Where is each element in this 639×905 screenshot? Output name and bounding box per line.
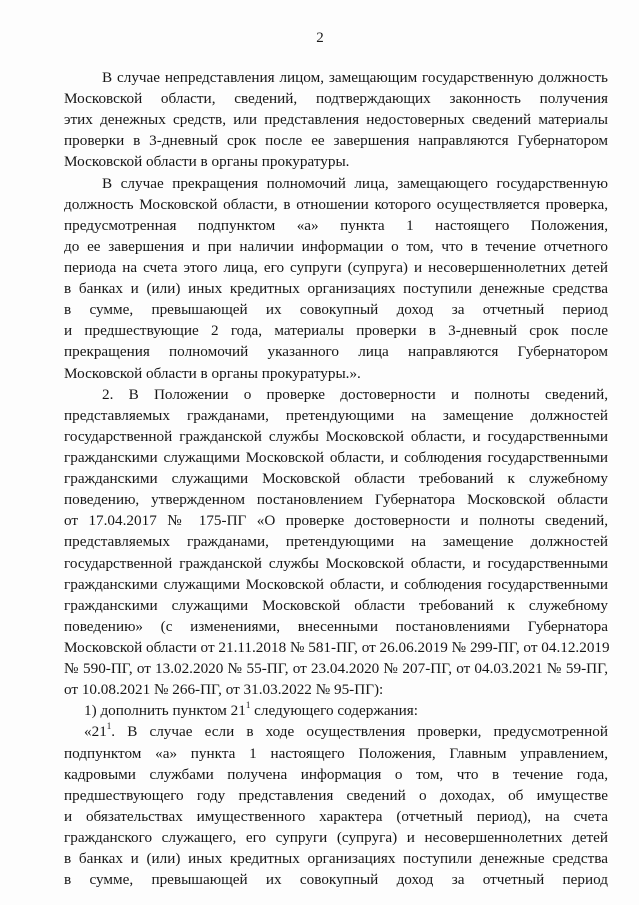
- text-line: [64, 721, 608, 742]
- text-line: [64, 88, 608, 109]
- text-line-content: 2. В Положении о проверке достоверности и полноты сведений,: [102, 385, 608, 403]
- text-line: [64, 109, 608, 130]
- text-line: [64, 637, 608, 658]
- text-line: [64, 341, 608, 362]
- text-line: [64, 384, 608, 405]
- text-line: [64, 236, 608, 257]
- text-line-content: до ее завершения и при наличии информации о том, что в течение отчетного: [64, 237, 608, 255]
- text-line: [64, 468, 608, 489]
- text-line: [64, 257, 608, 278]
- document-body: [64, 67, 608, 890]
- text-line-content: Московской области, сведений, подтверждающих законность получения: [64, 90, 608, 108]
- text-line-content: гражданскими служащими Московской области, и соблюдения государственными: [64, 448, 608, 466]
- text-line-content: и предшествующие 2 года, материалы проверки в 3-дневный срок после: [64, 322, 608, 340]
- text-line-content: В случае непредставления лицом, замещающим государственную должность: [102, 69, 608, 86]
- text-line-content: от 17.04.2017 № 175-ПГ «О проверке достоверности и полноты сведений,: [64, 512, 608, 530]
- text-line: [64, 67, 608, 88]
- text-line: [64, 553, 608, 574]
- text-line-content: Московской области в органы прокуратуры.».: [64, 364, 361, 382]
- text-line: [64, 194, 608, 215]
- text-line-content: прекращения полномочий указанного лица направляются Губернатором: [64, 343, 608, 361]
- text-line-content: гражданскими служащими Московской области, и соблюдения государственными: [64, 575, 608, 593]
- text-line: [64, 447, 608, 468]
- text-line-content: этих денежных средств, или представления недостоверных сведений материалы: [64, 111, 608, 129]
- text-line-content: предшествующего году представления сведений о доходах, об имуществе: [64, 786, 608, 804]
- text-line-content: кадровыми службами получена информация о том, что в течение года,: [64, 765, 608, 783]
- text-line-content: Московской области от 21.11.2018 № 581-ПГ, от 26.06.2019 № 299-ПГ, от 04.12.2019: [64, 638, 610, 656]
- text-line: [64, 320, 608, 341]
- text-line-content: представляемых гражданами, претендующими на замещение должностей: [64, 406, 608, 424]
- text-line-content: В случае прекращения полномочий лица, замещающего государственную: [102, 174, 608, 192]
- text-line-content: предусмотренная подпунктом «а» пункта 1 настоящего Положения,: [64, 216, 608, 234]
- text-line-content: поведению» (с изменениями, внесенными постановлениями Губернатора: [64, 617, 608, 635]
- page-number: 2: [316, 30, 324, 46]
- text-line: [64, 764, 608, 785]
- text-line: [64, 363, 608, 384]
- text-line: [64, 743, 608, 764]
- text-line-content: в сумме, превышающей их совокупный доход за отчетный период: [64, 871, 608, 889]
- text-line: [64, 173, 608, 194]
- text-line-content: поведению, утвержденном постановлением Губернатора Московской области: [64, 491, 608, 509]
- text-line: [64, 531, 608, 552]
- text-line-content: в сумме, превышающей их совокупный доход за отчетный период: [64, 301, 608, 319]
- text-line: [64, 130, 608, 151]
- text-line-tail: следующего содержания:: [250, 702, 419, 720]
- text-line-content: № 590-ПГ, от 13.02.2020 № 55-ПГ, от 23.04.2020 № 207-ПГ, от 04.03.2021 № 59-ПГ,: [64, 660, 608, 678]
- text-line: [64, 574, 608, 595]
- text-line-content: государственной гражданской службы Московской области, и государственными: [64, 554, 608, 572]
- text-line-content: гражданского служащего, его супруги (супруга) и несовершеннолетних детей: [64, 828, 608, 846]
- text-line: [64, 785, 608, 806]
- text-line-content: гражданскими служащими Московской области требований к служебному: [64, 596, 608, 614]
- text-line: [64, 700, 608, 721]
- text-line: [64, 151, 608, 172]
- text-line: [64, 616, 608, 637]
- text-line: [64, 489, 608, 510]
- text-line: [64, 679, 608, 700]
- text-line-tail: . В случае если в ходе осуществления проверки, предусмотренной: [111, 723, 608, 741]
- text-line: [64, 848, 608, 869]
- text-line-content: проверки в 3-дневный срок после ее завершения направляются Губернатором: [64, 132, 608, 150]
- text-line-content: «21: [84, 723, 107, 741]
- text-line: [64, 299, 608, 320]
- text-line-content: государственной гражданской службы Московской области, и государственными: [64, 427, 608, 445]
- text-line: [64, 215, 608, 236]
- text-line: [64, 869, 608, 890]
- text-line-content: гражданскими служащими Московской области требований к служебному: [64, 470, 608, 488]
- text-line: [64, 426, 608, 447]
- text-line-content: в банках и (или) иных кредитных организациях поступили денежные средства: [64, 850, 608, 868]
- text-line: [64, 827, 608, 848]
- text-line-content: Московской области в органы прокуратуры.: [64, 153, 350, 171]
- text-line: [64, 278, 608, 299]
- text-line-content: в банках и (или) иных кредитных организациях поступили денежные средства: [64, 280, 608, 298]
- text-line: [64, 658, 608, 679]
- text-line-content: представляемых гражданами, претендующими на замещение должностей: [64, 533, 608, 551]
- text-line: [64, 405, 608, 426]
- text-line-content: периода на счета этого лица, его супруги (супруга) и несовершеннолетних детей: [64, 258, 608, 276]
- superscript: 1: [106, 721, 112, 732]
- text-line-content: от 10.08.2021 № 266-ПГ, от 31.03.2022 № 95-ПГ):: [64, 681, 384, 699]
- text-line: [64, 595, 608, 616]
- superscript: 1: [245, 700, 251, 711]
- text-line-content: подпунктом «а» пункта 1 настоящего Положения, Главным управлением,: [64, 744, 608, 762]
- text-line-content: и обязательствах имущественного характера (отчетный период), на счета: [64, 807, 608, 825]
- text-line: [64, 510, 608, 531]
- text-line-content: должность Московской области, в отношении которого осуществляется проверка,: [64, 195, 608, 213]
- text-line-content: 1) дополнить пунктом 21: [84, 702, 246, 720]
- text-line: [64, 806, 608, 827]
